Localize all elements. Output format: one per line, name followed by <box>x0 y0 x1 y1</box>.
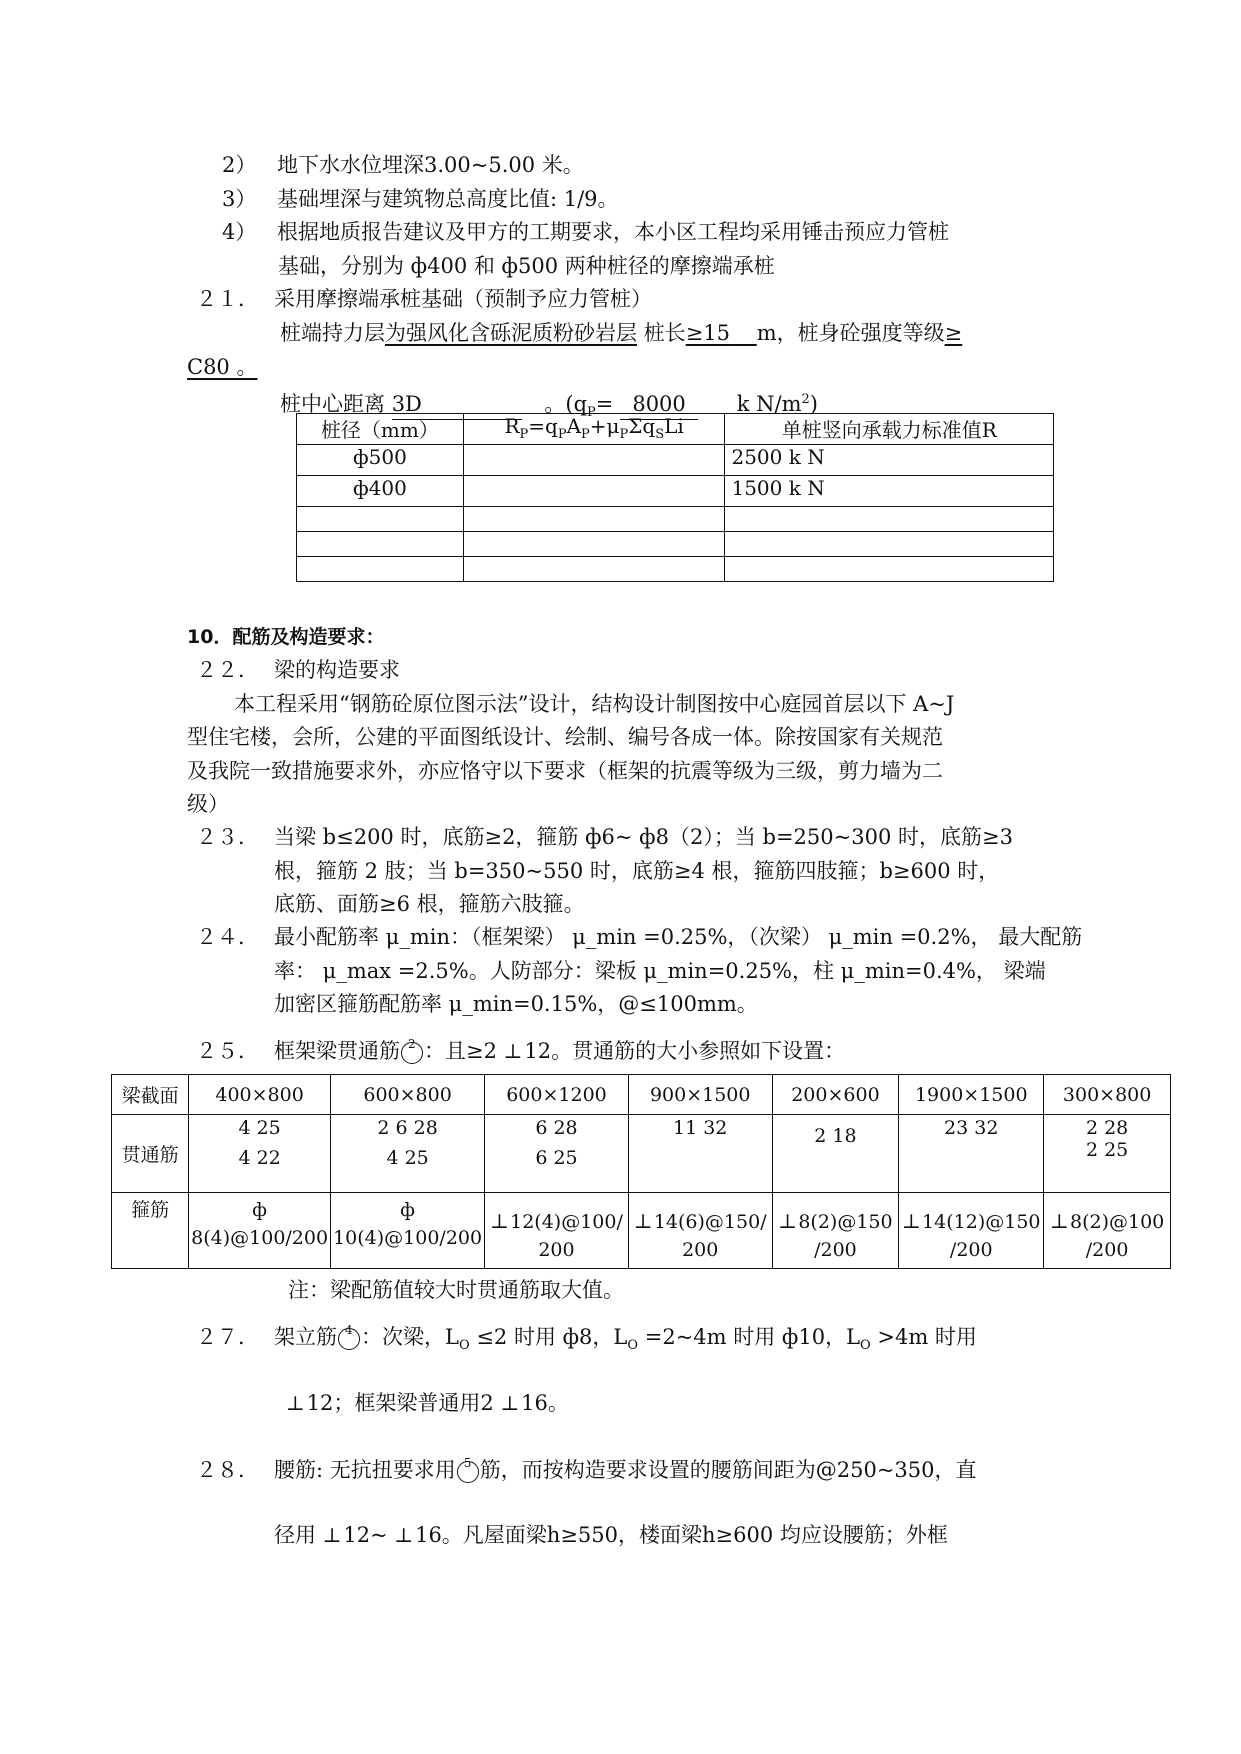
section-22-p2: 型住宅楼，会所，公建的平面图纸设计、绘制、编号各成一体。除按国家有关规范 <box>187 725 943 749</box>
circled-number-icon: 2 <box>401 1042 423 1064</box>
section-21-line2: C80 。 <box>187 355 258 379</box>
section-27-l2: ⊥ 12；框架梁普通用2 ⊥ 16。 <box>286 1388 569 1418</box>
table-row: ф400 1500 k N <box>297 476 1054 507</box>
section-22-p1: 本工程采用“钢筋砼原位图示法”设计，结构设计制图按中心庭园首层以下 A~J <box>234 692 955 716</box>
rebar-symbol-icon: ⊥ <box>394 1523 414 1547</box>
table-row-section: 梁截面 400×800 600×800 600×1200 900×1500 200×600 1900×1500 300×800 <box>112 1075 1171 1115</box>
section-23-l2: 根，箍筋 2 肢；当 b=350~550 时，底筋≥4 根，箍筋四肢箍；b≥600 时， <box>274 859 1000 883</box>
circled-number-icon: 5 <box>457 1461 479 1483</box>
section-21-line1: 桩端持力层为强风化含砾泥质粉砂岩层 桩长≥15 m，桩身砼强度等级≥ <box>280 321 963 345</box>
item-2: 2） 地下水水位埋深3.00~5.00 米。 <box>222 153 584 177</box>
section-28: ２８． 腰筋: 无抗扭要求用 5 筋，而按构造要求设置的腰筋间距为@250~350，直 <box>196 1455 977 1482</box>
section-24-l3: 加密区箍筋配筋率 μ_min=0.15%，@≤100mm。 <box>274 992 758 1016</box>
header-formula: $R_P=q_PA_P+\mu_P\Sigma q_SLi$ <box>463 414 725 445</box>
table-row <box>297 507 1054 532</box>
rebar-symbol-icon: ⊥ <box>503 1039 523 1063</box>
qp-value: 8000 <box>620 389 698 420</box>
section-23-l3: 底筋、面筋≥6 根，箍筋六肢箍。 <box>274 892 585 916</box>
table-row-stirrup: 箍筋 ф 8(4)@100/200 ф 10(4)@100/200 ⊥ 12(4)@100/ 200 ⊥ 14(6)@150/ 200 ⊥ 8(2)@150 /200 ⊥ 14(12)@150 /200 ⊥ 8(2)@100 /200 <box>112 1193 1171 1269</box>
section-25: ２５． 框架梁贯通筋 2 ：且≥2 ⊥ 12。贯通筋的大小参照如下设置： <box>196 1036 259 1066</box>
rebar-symbol-icon: ⊥ <box>500 1391 520 1415</box>
table-row <box>297 532 1054 557</box>
table-row: ф500 2500 k N <box>297 445 1054 476</box>
section-27: ２７． 架立筋 4 ：次梁，$L_O \le 2$ 时用 ф8，$L_O$ =2~4m 时用 ф10，$L_O >4m$ 时用 <box>196 1322 977 1354</box>
rebar-symbol-icon: ⊥ <box>286 1391 305 1415</box>
table-note: 注：梁配筋值较大时贯通筋取大值。 <box>288 1278 624 1302</box>
section-22-p4: 级） <box>187 792 229 816</box>
section-24-l2: 率： μ_max =2.5%。人防部分：梁板 μ_min=0.25%，柱 μ_min=0.4%， 梁端 <box>274 959 1046 983</box>
section-21-title: ２１． 采用摩擦端承桩基础（预制予应力管桩） <box>196 287 652 311</box>
section-10-heading: 10．配筋及构造要求： <box>187 626 385 648</box>
item-4: 4） 根据地质报告建议及甲方的工期要求，本小区工程均采用锤击预应力管桩 <box>222 220 949 244</box>
header-diameter: 桩径（mm） <box>297 414 464 445</box>
beam-rebar-table <box>111 1074 1171 1269</box>
section-24: ２４． 最小配筋率 μ_min：（框架梁） μ_min =0.25%，（次梁） μ_min =0.2%， 最大配筋 <box>196 925 1083 949</box>
item-3: 3） 基础埋深与建筑物总高度比值: 1/9。 <box>222 187 619 211</box>
pile-capacity-table <box>296 413 1054 582</box>
circled-number-icon: 4 <box>338 1328 360 1350</box>
section-28-l2: 径用 ⊥ 12~ ⊥ 16。凡屋面梁h≥550，楼面梁h≥600 均应设腰筋；外框 <box>274 1520 948 1550</box>
table-row-through: 贯通筋 4 25 4 22 2 6 28 4 25 6 28 6 25 11 32 2 18 23 32 2 28 2 25 <box>112 1115 1171 1193</box>
table-header-row <box>297 414 1054 445</box>
section-22-title: ２２． 梁的构造要求 <box>196 658 400 682</box>
section-21-spacing: 桩中心距离 3D 。($q_P= 8000$ k $N/m^2$) <box>280 385 818 428</box>
header-capacity: 单桩竖向承载力标准值R <box>725 414 1054 445</box>
rebar-symbol-icon: ⊥ <box>322 1523 342 1547</box>
spacing-value: 3D <box>392 389 522 420</box>
item-4-cont: 基础，分别为 ф400 和 ф500 两种桩径的摩擦端承桩 <box>278 254 775 278</box>
table-row <box>297 557 1054 582</box>
section-22-p3: 及我院一致措施要求外，亦应恪守以下要求（框架的抗震等级为三级，剪力墙为二 <box>187 759 943 783</box>
section-23: ２３． 当梁 b≤200 时，底筋≥2，箍筋 ф6~ ф8（2）；当 b=250~300 时，底筋≥3 <box>196 825 1013 849</box>
